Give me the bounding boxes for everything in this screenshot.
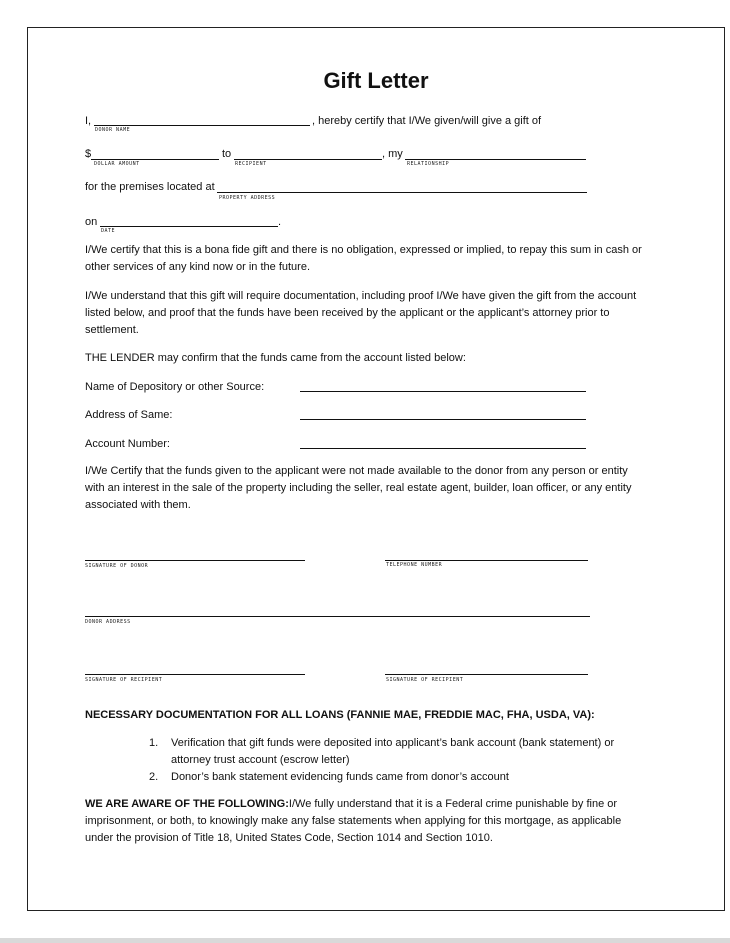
recipient-caption: RECIPIENT	[235, 161, 267, 167]
signature-donor-caption: SIGNATURE OF DONOR	[85, 563, 149, 569]
aware-heading: WE ARE AWARE OF THE FOLLOWING:	[85, 798, 289, 810]
signature-recipient-caption-1: SIGNATURE OF RECIPIENT	[85, 677, 163, 683]
paragraph-bona-fide: I/We certify that this is a bona fide gift and there is no obligation, expressed or implied, to repay this sum in cash or other services of any kind now or in the future.	[85, 244, 642, 273]
dollar-amount-field[interactable]	[91, 159, 219, 160]
page-bottom-shadow	[0, 938, 730, 943]
property-address-field[interactable]	[217, 192, 587, 193]
paragraph-documentation: I/We understand that this gift will require documentation, including proof I/We have given the gift from the account listed below, and proof that the funds have been received by the applicant or the applicant’s attorney prior to settlement.	[85, 290, 637, 336]
donor-prefix: I,	[85, 115, 92, 127]
account-number-label: Account Number:	[85, 438, 170, 450]
signature-recipient-line-1[interactable]	[85, 674, 305, 675]
documentation-heading: NECESSARY DOCUMENTATION FOR ALL LOANS (FANNIE MAE, FREDDIE MAC, FHA, USDA, VA):	[85, 709, 595, 721]
on-label: on	[85, 216, 98, 228]
date-field[interactable]	[100, 226, 278, 227]
dollar-amount-caption: DOLLAR AMOUNT	[94, 161, 140, 167]
list-item-number: 1.	[149, 737, 159, 749]
my-text: , my	[382, 148, 403, 160]
relationship-caption: RELATIONSHIP	[407, 161, 450, 167]
donor-address-line[interactable]	[85, 616, 590, 617]
to-text: to	[222, 148, 232, 160]
documentation-list	[143, 735, 643, 786]
recipient-field[interactable]	[234, 159, 382, 160]
account-number-field[interactable]	[300, 448, 586, 449]
list-item	[143, 769, 643, 786]
telephone-caption: TELEPHONE NUMBER	[386, 562, 443, 568]
donor-name-field[interactable]	[94, 125, 310, 126]
depository-label: Name of Depository or other Source:	[85, 381, 265, 393]
signature-donor-line[interactable]	[85, 560, 305, 561]
donor-name-caption: DONOR NAME	[95, 127, 131, 133]
list-item-number: 2.	[149, 771, 159, 783]
list-item-text: Verification that gift funds were deposited into applicant’s bank account (bank statement) or attorney trust account (escrow letter)	[171, 737, 615, 766]
premises-label: for the premises located at	[85, 181, 215, 193]
signature-recipient-caption-2: SIGNATURE OF RECIPIENT	[386, 677, 464, 683]
paragraph-certify-funds: I/We Certify that the funds given to the applicant were not made available to the donor from any person or entity with an interest in the sale of the property including the seller, real estate agent, builder, loan officer, or any entity associated with them.	[85, 465, 632, 511]
date-caption: DATE	[101, 228, 116, 234]
lender-text: THE LENDER may confirm that the funds came from the account listed below:	[85, 352, 466, 364]
dollar-sign: $	[85, 148, 92, 160]
aware-text: I/We fully understand that it is a Federal crime punishable by fine or imprisonment, or both, to knowingly make any false statements when applying for this mortgage, as applicable under the provision of Title 18, United States Code, Section 1014 and Section 1010.	[85, 798, 622, 844]
donor-address-caption: DONOR ADDRESS	[85, 619, 131, 625]
signature-recipient-line-2[interactable]	[385, 674, 588, 675]
date-period: .	[278, 216, 282, 228]
address-same-label: Address of Same:	[85, 409, 173, 421]
telephone-line[interactable]	[385, 560, 588, 561]
list-item	[143, 735, 643, 769]
aware-paragraph	[85, 796, 645, 847]
page-title: Gift Letter	[323, 68, 429, 93]
list-item-text: Donor’s bank statement evidencing funds came from donor’s account	[171, 771, 509, 783]
document-page	[27, 27, 725, 911]
property-address-caption: PROPERTY ADDRESS	[219, 195, 276, 201]
certify-text: , hereby certify that I/We given/will give a gift of	[312, 115, 542, 127]
address-same-field[interactable]	[300, 419, 586, 420]
relationship-field[interactable]	[405, 159, 586, 160]
depository-field[interactable]	[300, 391, 586, 392]
